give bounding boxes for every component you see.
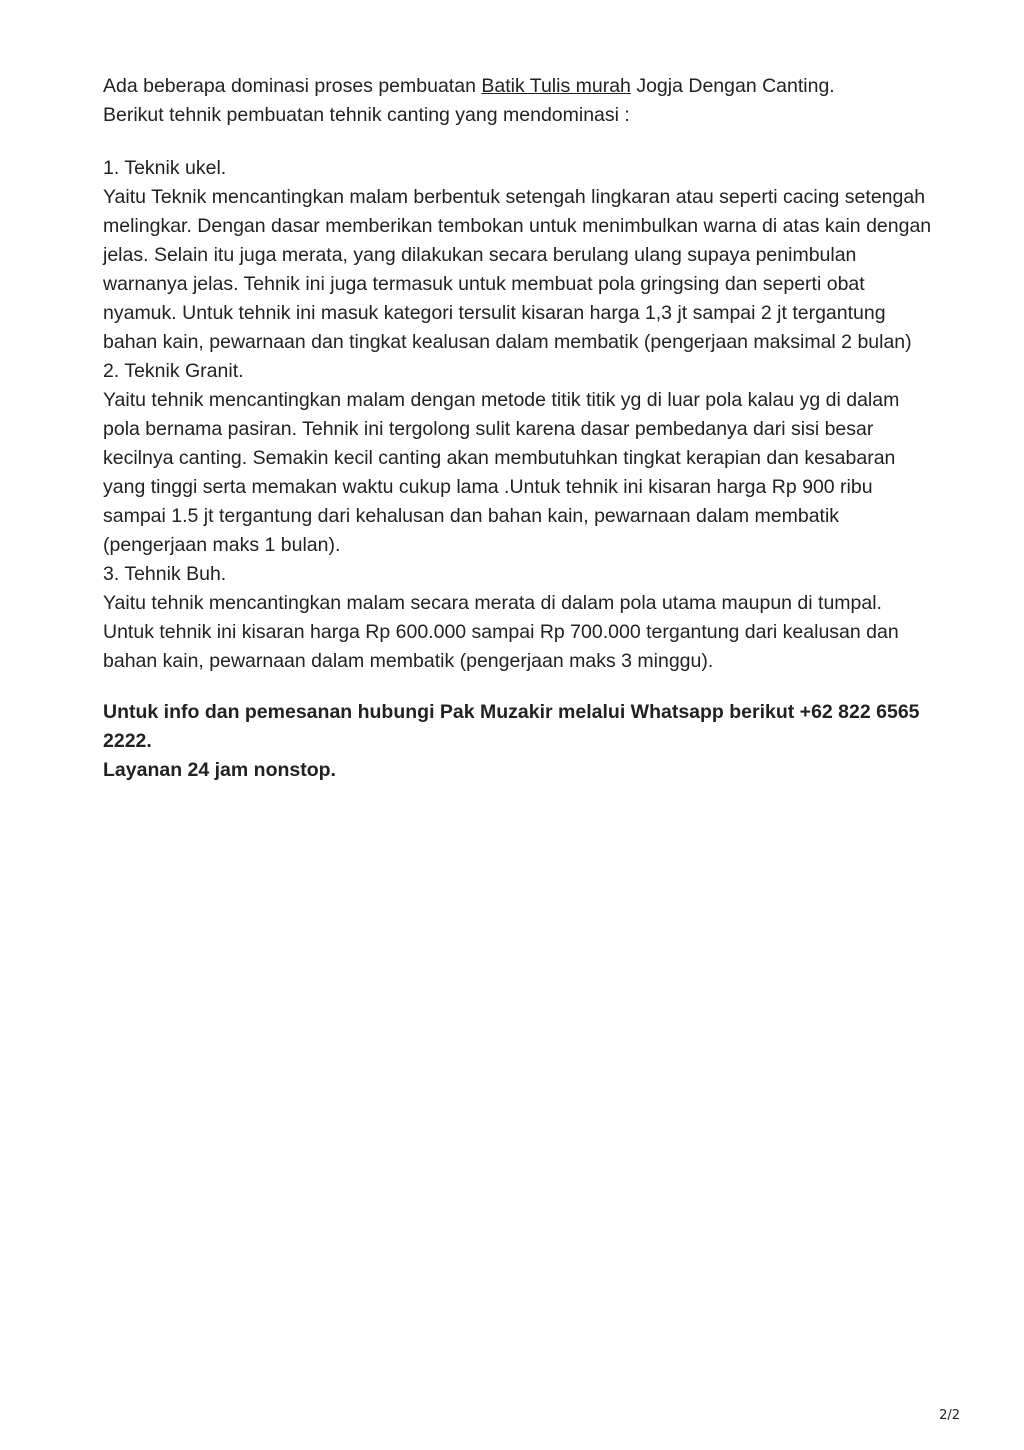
intro-text-after-link: Jogja Dengan Canting. xyxy=(630,75,835,97)
batik-tulis-murah-link[interactable]: Batik Tulis murah xyxy=(481,75,631,97)
contact-paragraph xyxy=(103,698,933,785)
section-body-ukel: Yaitu Teknik mencantingkan malam berbentuk setengah lingkaran atau seperti cacing setengah melingkar. Dengan dasar memberikan tembokan untuk menimbulkan warna di atas kain dengan jelas. Selain itu juga merata, yang dilakukan secara berulang ulang supaya penimbulan warnanya jelas. Tehnik ini juga termasuk untuk membuat pola gringsing dan seperti obat nyamuk. Untuk tehnik ini masuk kategori tersulit kisaran harga 1,3 jt sampai 2 jt tergantung bahan kain, pewarnaan dan tingkat kealusan dalam membatik (pengerjaan maksimal 2 bulan) xyxy=(103,186,932,353)
document-body xyxy=(103,72,933,785)
contact-line-1: Untuk info dan pemesanan hubungi Pak Muzakir melalui Whatsapp berikut +62 822 6565 2222. xyxy=(103,701,920,752)
section-body-buh: Yaitu tehnik mencantingkan malam secara merata di dalam pola utama maupun di tumpal. Untuk tehnik ini kisaran harga Rp 600.000 sampai Rp 700.000 tergantung dari kealusan dan bahan kain, pewarnaan dalam membatik (pengerjaan maks 3 minggu). xyxy=(103,592,899,672)
section-heading-ukel: 1. Teknik ukel. xyxy=(103,157,227,179)
intro-paragraph xyxy=(103,72,933,130)
section-heading-granit: 2. Teknik Granit. xyxy=(103,360,244,382)
section-body-granit: Yaitu tehnik mencantingkan malam dengan metode titik titik yg di luar pola kalau yg di dalam pola bernama pasiran. Tehnik ini tergolong sulit karena dasar pembedanya dari sisi besar kecilnya canting. Semakin kecil canting akan membutuhkan tingkat kerapian dan kesabaran yang tinggi serta memakan waktu cukup lama .Untuk tehnik ini kisaran harga Rp 900 ribu sampai 1.5 jt tergantung dari kehalusan dan bahan kain, pewarnaan dalam membatik (pengerjaan maks 1 bulan). xyxy=(103,389,900,556)
intro-text-before-link: Ada beberapa dominasi proses pembuatan xyxy=(103,75,482,97)
contact-line-2: Layanan 24 jam nonstop. xyxy=(103,759,336,781)
intro-line-2: Berikut tehnik pembuatan tehnik canting yang mendominasi : xyxy=(103,104,630,126)
page-number: 2/2 xyxy=(939,1408,960,1423)
section-heading-buh: 3. Tehnik Buh. xyxy=(103,563,227,585)
